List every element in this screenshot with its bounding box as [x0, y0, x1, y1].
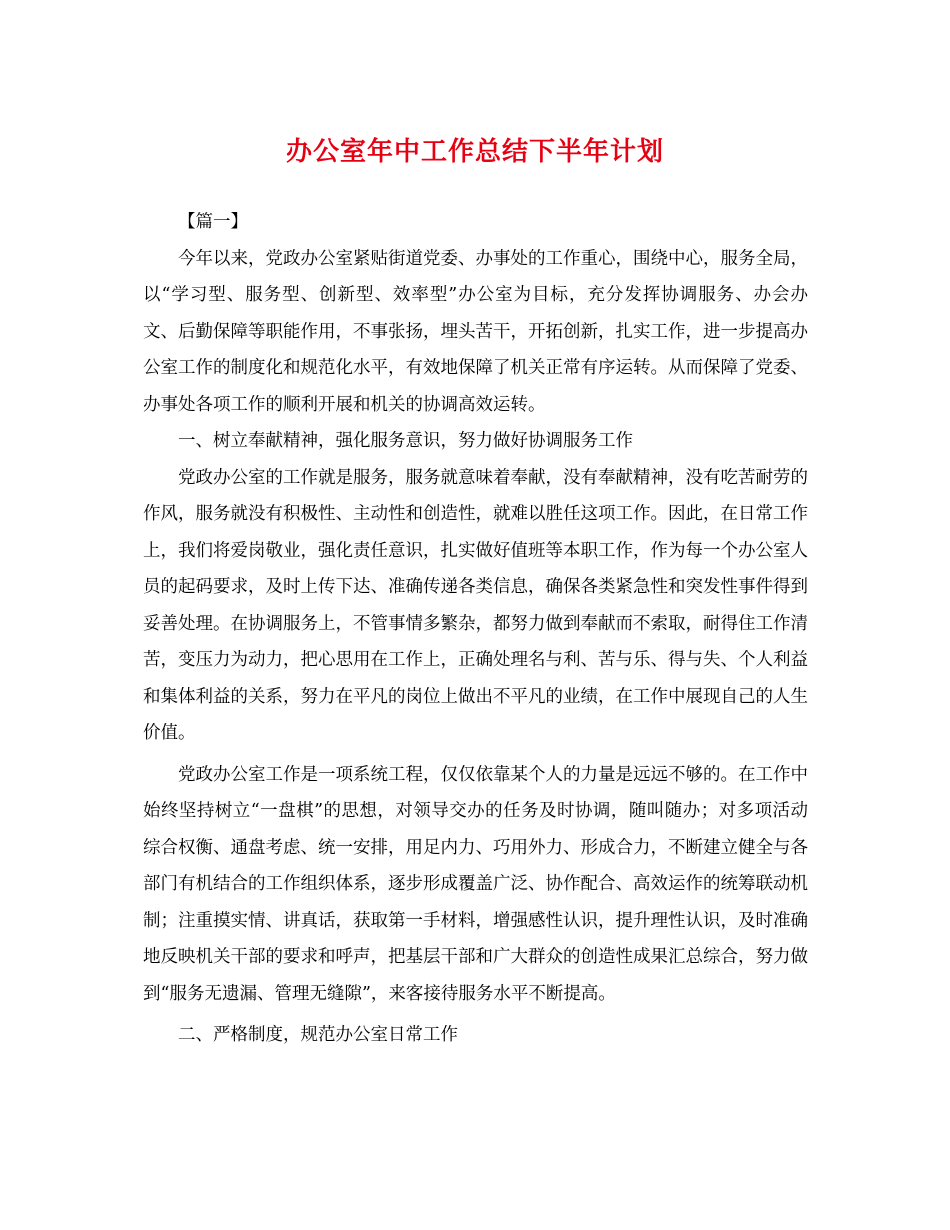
document-body: [143, 204, 808, 1054]
body-paragraph-2: 党政办公室工作是一项系统工程，仅仅依靠某个人的力量是远远不够的。在工作中始终坚持树立“一盘棋”的思想，对领导交办的任务及时协调，随叫随办；对多项活动综合权衡、通盘考虑、统一安排，用足内力、巧用外力、形成合力，不断建立健全与各部门有机结合的工作组织体系，逐步形成覆盖广泛、协作配合、高效运作的统筹联动机制；注重摸实情、讲真话，获取第一手材料，增强感性认识，提升理性认识，及时准确地反映机关干部的要求和呼声，把基层干部和广大群众的创造性成果汇总综合，努力做到“服务无遗漏、管理无缝隙”，来客接待服务水平不断提高。: [143, 764, 808, 1004]
section-heading-1: 一、树立奉献精神，强化服务意识，努力做好协调服务工作: [178, 431, 633, 451]
body-paragraph-1: 党政办公室的工作就是服务，服务就意味着奉献，没有奉献精神，没有吃苦耐劳的作风，服务就没有积极性、主动性和创造性，就难以胜任这项工作。因此，在日常工作上，我们将爱岗敬业，强化责任意识，扎实做好值班等本职工作，作为每一个办公室人员的起码要求，及时上传下达、准确传递各类信息，确保各类紧急性和突发性事件得到妥善处理。在协调服务上，不管事情多繁杂，都努力做到奉献而不索取，耐得住工作清苦，变压力为动力，把心思用在工作上，正确处理名与利、苦与乐、得与失、个人利益和集体利益的关系，努力在平凡的岗位上做出不平凡的业绩，在工作中展现自己的人生价值。: [143, 467, 808, 743]
document-title: 办公室年中工作总结下半年计划: [285, 137, 664, 167]
section-tag: 【篇一】: [178, 212, 248, 232]
section-heading-2: 二、严格制度，规范办公室日常工作: [178, 1025, 458, 1045]
intro-paragraph: 今年以来，党政办公室紧贴街道党委、办事处的工作重心，围绕中心，服务全局，以“学习型、服务型、创新型、效率型”办公室为目标，充分发挥协调服务、办会办文、后勤保障等职能作用，不事张扬，埋头苦干，开拓创新，扎实工作，进一步提高办公室工作的制度化和规范化水平，有效地保障了机关正常有序运转。从而保障了党委、办事处各项工作的顺利开展和机关的协调高效运转。: [143, 248, 808, 415]
